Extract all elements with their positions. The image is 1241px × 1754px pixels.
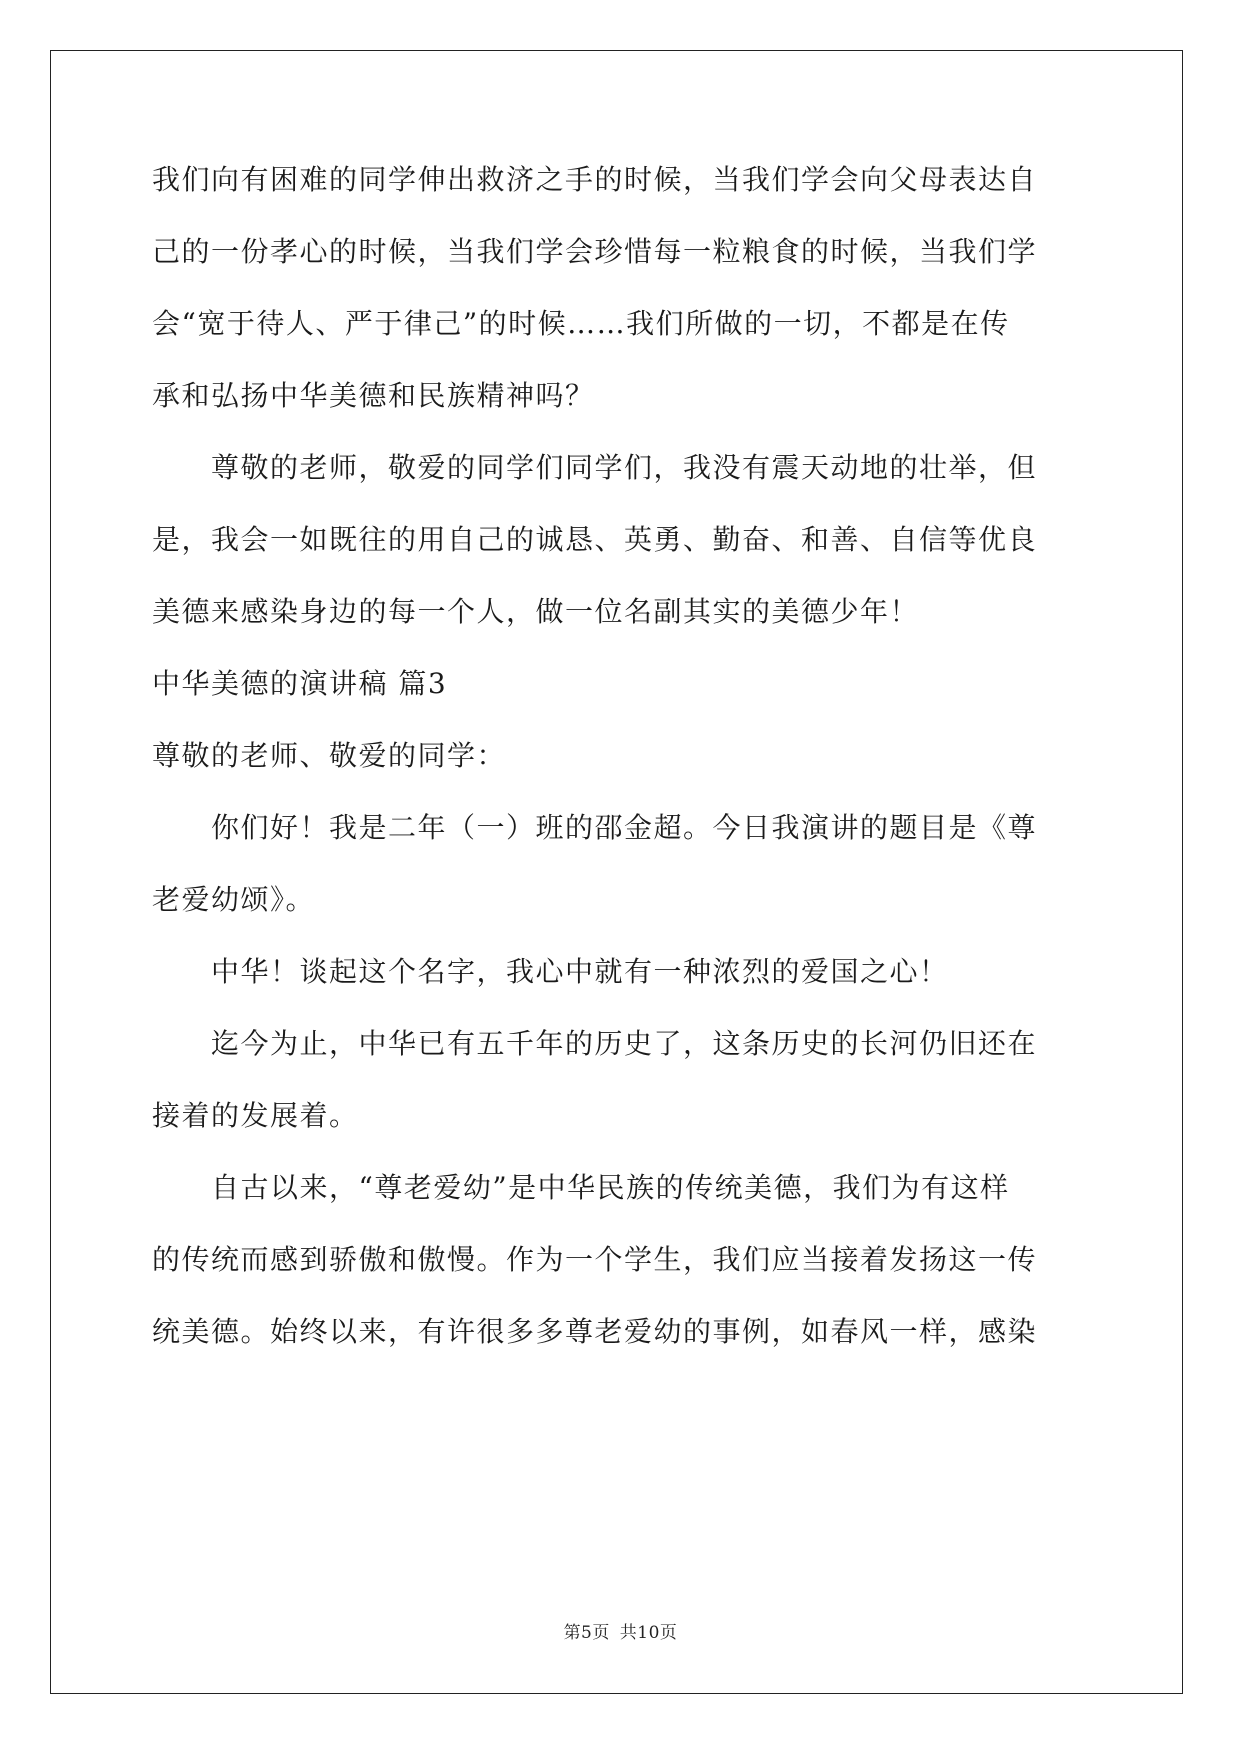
text-line: 是，我会一如既往的用自己的诚恳、英勇、勤奋、和善、自信等优良 — [152, 523, 1038, 556]
text-line: 我们向有困难的同学伸出救济之手的时候，当我们学会向父母表达自 — [152, 163, 1038, 196]
page-frame — [50, 50, 1183, 1694]
text-line: 你们好！我是二年（一）班的邵金超。今日我演讲的题目是《尊 — [152, 811, 1038, 844]
salutation: 尊敬的老师、敬爱的同学： — [152, 739, 507, 772]
text-line: 接着的发展着。 — [152, 1099, 359, 1132]
text-line: 中华！谈起这个名字，我心中就有一种浓烈的爱国之心！ — [152, 955, 949, 988]
text-line: 承和弘扬中华美德和民族精神吗？ — [152, 379, 595, 412]
text-line: 美德来感染身边的每一个人，做一位名副其实的美德少年！ — [152, 595, 920, 628]
text-line: 己的一份孝心的时候，当我们学会珍惜每一粒粮食的时候，当我们学 — [152, 235, 1038, 268]
text-line: 统美德。始终以来，有许很多多尊老爱幼的事例，如春风一样，感染 — [152, 1315, 1038, 1348]
page-number: 第5页 — [563, 1623, 610, 1643]
page-total: 共10页 — [619, 1623, 678, 1643]
text-line: 自古以来，“尊老爱幼”是中华民族的传统美德，我们为有这样 — [152, 1171, 1010, 1204]
section-heading: 中华美德的演讲稿 篇3 — [152, 667, 448, 700]
text-line: 的传统而感到骄傲和傲慢。作为一个学生，我们应当接着发扬这一传 — [152, 1243, 1038, 1276]
text-line: 尊敬的老师，敬爱的同学们同学们，我没有震天动地的壮举，但 — [152, 451, 1038, 484]
text-line: 会“宽于待人、严于律己”的时候……我们所做的一切，不都是在传 — [152, 307, 1010, 340]
page-footer — [0, 1618, 1241, 1643]
text-line: 老爱幼颂》。 — [152, 883, 316, 916]
text-line: 迄今为止，中华已有五千年的历史了，这条历史的长河仍旧还在 — [152, 1027, 1038, 1060]
